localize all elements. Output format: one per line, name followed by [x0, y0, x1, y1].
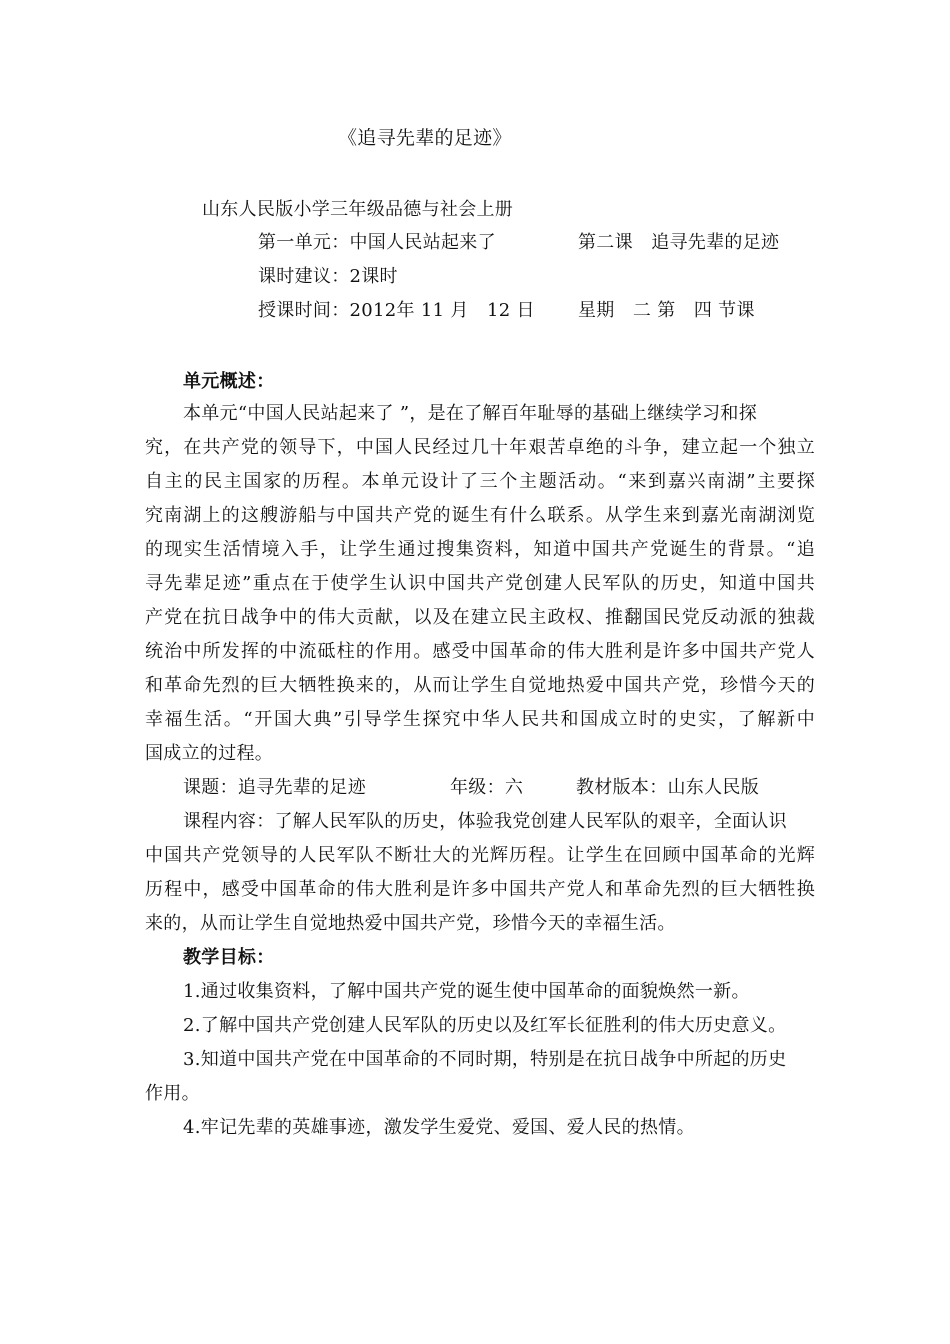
meta-grade: 年级：六	[450, 777, 524, 798]
meta-topic: 课题：追寻先辈的足迹	[183, 777, 366, 798]
overview-line: 统治中所发挥的中流砥柱的作用。感受中国革命的伟大胜利是许多中国共产党人	[145, 641, 815, 662]
unit-label: 第一单元：中国人民站起来了	[258, 232, 496, 253]
hours-suggestion: 课时建议：2课时	[258, 266, 398, 287]
goal-item: 4.牢记先辈的英雄事迹，激发学生爱党、爱国、爱人民的热情。	[183, 1117, 695, 1138]
overview-line: 本单元“中国人民站起来了 ”，是在了解百年耻辱的基础上继续学习和探	[183, 403, 758, 424]
goal-item: 1.通过收集资料，了解中国共产党的诞生使中国革命的面貌焕然一新。	[183, 981, 750, 1002]
overview-line: 究，在共产党的领导下，中国人民经过几十年艰苦卓绝的斗争，建立起一个独立	[145, 437, 815, 458]
publisher-line: 山东人民版小学三年级品德与社会上册	[202, 199, 514, 220]
overview-line: 寻先辈足迹”重点在于使学生认识中国共产党创建人民军队的历史，知道中国共	[145, 573, 815, 594]
content-line: 中国共产党领导的人民军队不断壮大的光辉历程。让学生在回顾中国革命的光辉	[145, 845, 815, 866]
overview-heading: 单元概述：	[183, 371, 275, 392]
overview-line: 国成立的过程。	[145, 743, 274, 764]
teaching-weekday: 星期 二 第 四 节课	[578, 300, 755, 321]
goals-heading: 教学目标：	[183, 947, 275, 968]
content-line: 来的，从而让学生自觉地热爱中国共产党，珍惜今天的幸福生活。	[145, 913, 676, 934]
overview-line: 幸福生活。“开国大典”引导学生探究中华人民共和国成立时的史实，了解新中	[145, 709, 815, 730]
overview-line: 产党在抗日战争中的伟大贡献，以及在建立民主政权、推翻国民党反动派的独裁	[145, 607, 815, 628]
overview-line: 究南湖上的这艘游船与中国共产党的诞生有什么联系。从学生来到嘉光南湖浏览	[145, 505, 815, 526]
document-title: 《追寻先辈的足迹》	[338, 127, 512, 149]
goal-item-continuation: 作用。	[145, 1083, 200, 1104]
overview-line: 自主的民主国家的历程。本单元设计了三个主题活动。“来到嘉兴南湖”主要探	[145, 471, 815, 492]
content-line: 课程内容：了解人民军队的历史，体验我党创建人民军队的艰辛，全面认识	[183, 811, 787, 832]
goal-item: 2.了解中国共产党创建人民军队的历史以及红军长征胜利的伟大历史意义。	[183, 1015, 787, 1036]
lesson-label: 第二课 追寻先辈的足迹	[578, 232, 780, 253]
content-line: 历程中，感受中国革命的伟大胜利是许多中国共产党人和革命先烈的巨大牺牲换	[145, 879, 815, 900]
overview-line: 和革命先烈的巨大牺牲换来的，从而让学生自觉地热爱中国共产党，珍惜今天的	[145, 675, 815, 696]
teaching-date: 授课时间：2012年 11 月 12 日	[258, 300, 535, 321]
overview-line: 的现实生活情境入手，让学生通过搜集资料，知道中国共产党诞生的背景。“追	[145, 539, 815, 560]
goal-item: 3.知道中国共产党在中国革命的不同时期，特别是在抗日战争中所起的历史	[183, 1049, 787, 1070]
meta-edition: 教材版本：山东人民版	[576, 777, 759, 798]
